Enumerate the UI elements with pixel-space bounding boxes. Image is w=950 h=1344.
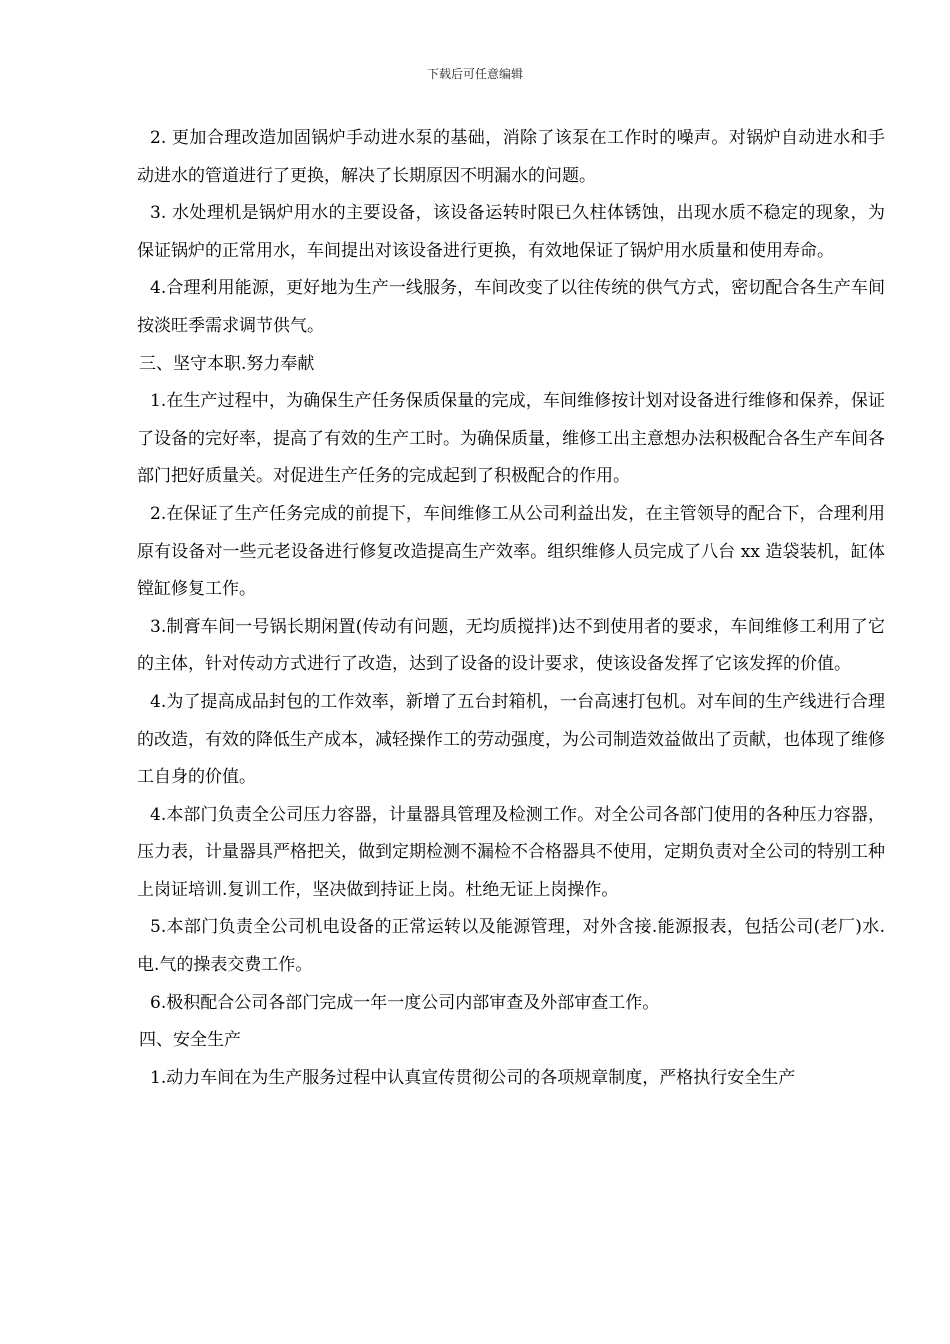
paragraph-item: 6.极积配合公司各部门完成一年一度公司内部审查及外部审查工作。 bbox=[150, 992, 660, 1013]
header-note: 下载后可任意编辑 bbox=[426, 67, 523, 81]
paragraph-item: 4.本部门负责全公司压力容器，计量器具管理及检测工作。对全公司各部门使用的各种压力容器，压力表，计量器具严格把关，做到定期检测不漏检不合格器具不使用，定期负责对全公司的特别工种上岗证培训.复训工作，坚决做到持证上岗。杜绝无证上岗操作。 bbox=[137, 804, 885, 900]
paragraph-item: 3. 水处理机是锅炉用水的主要设备，该设备运转时限已久柱体锈蚀，出现水质不稳定的现象，为保证锅炉的正常用水，车间提出对该设备进行更换，有效地保证了锅炉用水质量和使用寿命。 bbox=[137, 203, 885, 261]
section-heading-text: 四、安全生产 bbox=[139, 1030, 241, 1051]
section-heading bbox=[137, 1022, 885, 1060]
page-header bbox=[0, 66, 950, 82]
paragraph-item: 2. 更加合理改造加固锅炉手动进水泵的基础，消除了该泵在工作时的噪声。对锅炉自动进水和手动进水的管道进行了更换，解决了长期原因不明漏水的问题。 bbox=[137, 128, 885, 186]
section-heading-text: 三、坚守本职.努力奉献 bbox=[139, 353, 315, 374]
document-body bbox=[137, 120, 885, 1097]
paragraph-item: 1.动力车间在为生产服务过程中认真宣传贯彻公司的各项规章制度，严格执行安全生产 bbox=[150, 1067, 796, 1088]
paragraph-item: 4.为了提高成品封包的工作效率，新增了五台封箱机，一台高速打包机。对车间的生产线进行合理的改造，有效的降低生产成本，减轻操作工的劳动强度，为公司制造效益做出了贡献，也体现了维修工自身的价值。 bbox=[137, 691, 885, 788]
paragraph-item: 2.在保证了生产任务完成的前提下，车间维修工从公司利益出发，在主管领导的配合下，合理利用原有设备对一些元老设备进行修复改造提高生产效率。组织维修人员完成了八台 xx 造袋装机，缸体镗缸修复工作。 bbox=[137, 503, 885, 600]
section-heading bbox=[137, 346, 885, 384]
paragraph-item: 3.制膏车间一号锅长期闲置(传动有问题，无均质搅拌)达不到使用者的要求，车间维修工利用了它的主体，针对传动方式进行了改造，达到了设备的设计要求，使该设备发挥了它该发挥的价值。 bbox=[137, 616, 885, 675]
paragraph-item: 5.本部门负责全公司机电设备的正常运转以及能源管理，对外含接.能源报表，包括公司(老厂)水.电.气的操表交费工作。 bbox=[137, 917, 885, 976]
paragraph-item: 4.合理利用能源，更好地为生产一线服务，车间改变了以往传统的供气方式，密切配合各生产车间按淡旺季需求调节供气。 bbox=[137, 278, 885, 336]
paragraph-item: 1.在生产过程中，为确保生产任务保质保量的完成，车间维修按计划对设备进行维修和保养，保证了设备的完好率，提高了有效的生产工时。为确保质量，维修工出主意想办法积极配合各生产车间各部门把好质量关。对促进生产任务的完成起到了积极配合的作用。 bbox=[137, 391, 885, 487]
